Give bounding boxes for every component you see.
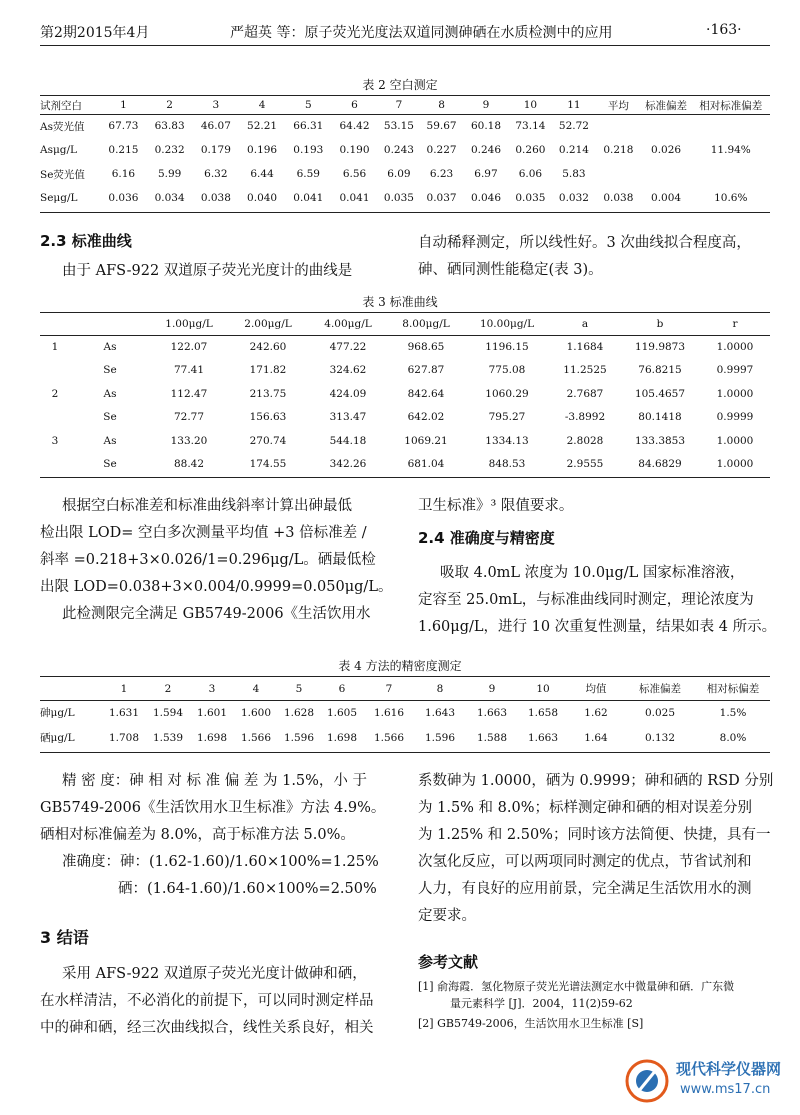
table-cell: 174.55: [249, 458, 287, 471]
column-header: 8: [438, 99, 445, 111]
table4-bottom-rule: [40, 752, 770, 753]
table-cell: 72.77: [173, 411, 205, 424]
column-header: 9: [488, 682, 496, 695]
column-header: 10: [523, 99, 538, 111]
table-cell: 122.07: [170, 340, 208, 353]
table-cell: 1334.13: [485, 434, 529, 447]
table-cell: 67.73: [108, 120, 139, 132]
paragraph-line: 此检测限完全满足 GB5749-2006《生活饮用水: [62, 606, 371, 622]
table-cell: [692, 114, 770, 138]
reference-item: [2] GB5749-2006，生活饮用水卫生标准 [S]: [418, 1017, 644, 1030]
table-cell: 2.9555: [566, 458, 604, 471]
table-cell: 171.82: [249, 364, 287, 377]
table-cell: 0.232: [154, 144, 185, 156]
table3: [40, 313, 770, 476]
table-cell: 642.02: [407, 411, 445, 424]
table-cell: 0.035: [383, 192, 414, 204]
table-cell: 60.18: [470, 120, 502, 132]
table-cell: 0.046: [470, 192, 502, 204]
table-cell: 2: [51, 387, 59, 400]
section-2-4-heading: 2.4 准确度与精密度: [418, 529, 555, 547]
table-cell: 1069.21: [404, 434, 448, 447]
table-cell: 52.21: [247, 120, 278, 132]
paragraph-line: 为 1.5% 和 8.0%；标样测定砷和硒的相对误差分别: [418, 800, 753, 816]
table2-header-row: [40, 96, 770, 114]
table2-caption-wrap: [0, 76, 800, 93]
table-cell: 6.32: [204, 168, 228, 180]
table-cell: 156.63: [249, 411, 287, 424]
table-cell: 1.0000: [716, 387, 754, 400]
table-cell: 2.7687: [566, 387, 604, 400]
table-row: [40, 359, 770, 383]
table-cell: 6.23: [429, 168, 454, 180]
table2: [40, 96, 770, 210]
table-cell: Seμg/L: [40, 192, 78, 204]
paragraph-line: 斜率 =0.218+3×0.026/1=0.296μg/L。硒最低检: [40, 552, 376, 568]
table-cell: 88.42: [173, 458, 205, 471]
column-header: 10.00μg/L: [479, 318, 535, 330]
table-cell: [641, 162, 692, 186]
table-cell: 84.6829: [638, 458, 682, 471]
table-cell: 213.75: [249, 387, 287, 400]
table-cell: 73.14: [515, 120, 546, 132]
section-2-3-heading: 2.3 标准曲线: [40, 232, 132, 250]
table-cell: 313.47: [329, 411, 367, 424]
table-cell: 1.663: [476, 706, 508, 719]
paragraph-line: 定容至 25.0mL，与标准曲线同时测定，理论浓度为: [418, 592, 754, 608]
column-header: [40, 313, 70, 335]
column-header: 9: [482, 99, 490, 111]
table-cell: 112.47: [170, 387, 208, 400]
table-cell: 0.025: [644, 706, 676, 719]
table-row: [40, 114, 770, 138]
table-cell: 0.243: [383, 144, 414, 156]
watermark-name: 现代科学仪器网: [676, 1060, 782, 1078]
table-cell: 1.596: [424, 731, 456, 744]
column-header: 11: [567, 99, 581, 111]
table-cell: 0.040: [247, 192, 278, 204]
table-cell: Asμg/L: [40, 144, 78, 156]
paragraph-line: 次氢化反应，可以两项同时测定的优点，节省试剂和: [418, 854, 752, 870]
table-cell: 11.2525: [563, 364, 607, 377]
table-cell: 77.41: [173, 364, 205, 377]
column-header: 2: [166, 99, 173, 111]
paragraph-line: 采用 AFS-922 双道原子荧光光度计做砷和硒，: [62, 966, 367, 982]
table-cell: 0.035: [515, 192, 546, 204]
paragraph-line: 由于 AFS-922 双道原子荧光光度计的曲线是: [62, 263, 353, 279]
table-cell: 0.215: [108, 144, 139, 156]
table-cell: 1.566: [240, 731, 272, 744]
table-cell: 1.601: [196, 706, 228, 719]
column-header: 2.00μg/L: [244, 318, 292, 330]
column-header: 平均: [607, 99, 629, 112]
table-cell: 1.62: [584, 706, 608, 719]
table-cell: 0.179: [200, 144, 231, 156]
column-header: 相对标准偏差: [699, 99, 763, 112]
table2-bottom-rule: [40, 212, 770, 213]
table-cell: 6.44: [250, 168, 274, 180]
table-cell: 842.64: [407, 387, 445, 400]
table-cell: As: [103, 387, 117, 400]
column-header: 8: [436, 682, 444, 695]
table-cell: 1.539: [152, 731, 184, 744]
column-header: 4: [252, 682, 260, 695]
table-row: [40, 725, 770, 750]
column-header: 5: [304, 99, 312, 111]
table-cell: 6.09: [387, 168, 411, 180]
table-cell: 1.643: [424, 706, 456, 719]
table-cell: 795.27: [488, 411, 526, 424]
paragraph-line: 精 密 度：砷 相 对 标 准 偏 差 为 1.5%，小 于: [62, 773, 368, 789]
paragraph-line: 在水样清洁，不必消化的前提下，可以同时测定样品: [40, 993, 374, 1009]
column-header: 标准偏差: [639, 683, 681, 695]
table-cell: [40, 406, 70, 430]
table-row: [40, 186, 770, 210]
table-cell: 53.15: [383, 120, 414, 132]
table-cell: 硒μg/L: [40, 732, 75, 744]
column-header: [70, 313, 150, 335]
paragraph-line: 卫生标准》³ 限值要求。: [418, 498, 574, 514]
column-header: 2: [164, 682, 172, 695]
column-header: 相对标偏差: [706, 683, 760, 695]
table-cell: 5.99: [157, 168, 182, 180]
table-cell: 105.4657: [634, 387, 686, 400]
table-cell: 133.3853: [634, 434, 686, 447]
paragraph-line: 系数砷为 1.0000，硒为 0.9999；砷和硒的 RSD 分别: [418, 773, 774, 789]
table4: [40, 677, 770, 750]
table-cell: 10.6%: [714, 192, 748, 204]
table-cell: 80.1418: [638, 411, 682, 424]
header-rule: [40, 45, 770, 46]
column-header: 1: [120, 99, 127, 111]
table-cell: 76.8215: [638, 364, 682, 377]
paragraph-line: 出限 LOD=0.038+3×0.004/0.9999=0.050μg/L。: [40, 579, 393, 595]
column-header: 3: [208, 682, 216, 695]
table-cell: [596, 162, 640, 186]
watermark-logo-icon: [624, 1058, 670, 1104]
page-number: ·163·: [706, 22, 742, 38]
references-heading: 参考文献: [418, 953, 479, 971]
table-cell: 砷μg/L: [40, 707, 75, 719]
column-header: b: [656, 318, 664, 330]
table-cell: 324.62: [329, 364, 367, 377]
table3-header-row: [40, 313, 770, 335]
table-cell: 0.193: [293, 144, 324, 156]
reference-item: 量元素科学 [J]．2004，11(2)59-62: [450, 997, 633, 1010]
column-header: 8.00μg/L: [402, 318, 450, 330]
table-cell: Se: [103, 364, 117, 377]
column-header: 10: [536, 682, 550, 695]
table-cell: 0.218: [603, 144, 634, 156]
column-header: [40, 677, 102, 700]
table-cell: 1.566: [373, 731, 405, 744]
running-header-title: 严超英 等：原子荧光光度法双道同测砷硒在水质检测中的应用: [230, 25, 613, 41]
table-cell: 2.8028: [566, 434, 604, 447]
table-cell: 133.20: [170, 434, 208, 447]
table-cell: 3: [51, 434, 59, 447]
paragraph-line: 1.60μg/L，进行 10 次重复性测量，结果如表 4 所示。: [418, 619, 777, 635]
table-cell: 270.74: [249, 434, 287, 447]
table-row: [40, 429, 770, 453]
section-3-heading: 3 结语: [40, 928, 89, 947]
table-cell: 5.83: [562, 168, 586, 180]
table-row: [40, 382, 770, 406]
table-cell: 0.190: [339, 144, 370, 156]
table-cell: As荧光值: [40, 120, 85, 133]
table-cell: 1.0000: [716, 340, 754, 353]
table-cell: 1.698: [326, 731, 358, 744]
table-cell: 52.72: [558, 120, 589, 132]
table-cell: 477.22: [329, 340, 367, 353]
table-cell: Se: [103, 458, 117, 471]
paragraph-line: 砷、硒同测性能稳定(表 3)。: [418, 262, 603, 278]
table-cell: 6.59: [296, 168, 320, 180]
table-cell: 1.596: [283, 731, 315, 744]
paragraph-line: GB5749-2006《生活饮用水卫生标准》方法 4.9%。: [40, 800, 386, 816]
column-header: 7: [395, 99, 403, 111]
table-cell: 66.31: [293, 120, 324, 132]
paragraph-line: 自动稀释测定，所以线性好。3 次曲线拟合程度高，: [418, 235, 751, 251]
table-cell: 0.038: [603, 192, 634, 204]
table4-caption-wrap: [0, 657, 800, 674]
paragraph-line: 硒相对标准偏差为 8.0%，高于标准方法 5.0%。: [40, 827, 355, 843]
table-cell: 59.67: [426, 120, 457, 132]
watermark: [622, 1052, 794, 1108]
table-cell: 63.83: [154, 120, 185, 132]
table-cell: 775.08: [488, 364, 526, 377]
paragraph-line: 中的砷和硒，经三次曲线拟合，线性关系良好，相关: [40, 1020, 374, 1036]
table-cell: [40, 359, 70, 383]
table-row: [40, 406, 770, 430]
table-cell: 0.026: [651, 144, 682, 156]
table-cell: 0.260: [515, 144, 546, 156]
column-header: 6: [351, 99, 358, 111]
table-cell: As: [103, 340, 117, 353]
table-row: [40, 138, 770, 162]
table-cell: 8.0%: [719, 731, 747, 744]
table-cell: 64.42: [339, 120, 370, 132]
column-header: 6: [338, 682, 346, 695]
table-cell: 1.663: [527, 731, 559, 744]
table-row: [40, 162, 770, 186]
column-header: r: [732, 318, 738, 330]
table-cell: 0.246: [470, 144, 502, 156]
table-cell: 1.0000: [716, 434, 754, 447]
column-header: 7: [385, 682, 393, 695]
column-header: 1.00μg/L: [165, 318, 213, 330]
paragraph-line: 人力，有良好的应用前景，完全满足生活饮用水的测: [418, 881, 752, 897]
table-cell: 342.26: [329, 458, 367, 471]
table4-header-row: [40, 677, 770, 700]
table-row: [40, 700, 770, 725]
table-cell: 681.04: [407, 458, 445, 471]
table-cell: 11.94%: [710, 144, 751, 156]
table-cell: 119.9873: [634, 340, 686, 353]
column-header: 标准偏差: [645, 99, 688, 112]
table-cell: 0.214: [558, 144, 589, 156]
table-cell: 1.698: [196, 731, 228, 744]
paragraph-line: 硒：(1.64-1.60)/1.60×100%=2.50%: [118, 881, 377, 897]
table-cell: 46.07: [200, 120, 231, 132]
table-cell: 627.87: [407, 364, 445, 377]
reference-item: [1] 俞海霞．氢化物原子荧光光谱法测定水中微量砷和硒．广东微: [418, 980, 735, 993]
paragraph-line: 准确度：砷：(1.62-1.60)/1.60×100%=1.25%: [62, 854, 379, 870]
table-cell: 0.132: [644, 731, 676, 744]
paragraph-line: 吸取 4.0mL 浓度为 10.0μg/L 国家标准溶液，: [440, 565, 745, 581]
table-cell: 6.16: [111, 168, 136, 180]
table-cell: 1.658: [527, 706, 559, 719]
table-cell: 0.037: [426, 192, 457, 204]
table-cell: 848.53: [488, 458, 526, 471]
table-cell: 1.616: [373, 706, 405, 719]
table-cell: [40, 453, 70, 477]
column-header: 4.00μg/L: [324, 318, 372, 330]
paragraph-line: 定要求。: [418, 908, 476, 924]
table-cell: 0.9999: [716, 411, 754, 424]
table-cell: 242.60: [249, 340, 287, 353]
column-header: 均值: [585, 683, 607, 695]
table-cell: [641, 114, 692, 138]
table-cell: 0.038: [200, 192, 231, 204]
table-cell: Se: [103, 411, 117, 424]
table-cell: 0.004: [651, 192, 682, 204]
table3-caption-wrap: [0, 293, 800, 310]
table-cell: 0.9997: [716, 364, 754, 377]
table-cell: [692, 162, 770, 186]
table3-bottom-rule: [40, 477, 770, 478]
table-row: [40, 335, 770, 359]
table-cell: 1: [51, 340, 59, 353]
table-cell: 0.041: [293, 192, 324, 204]
table-cell: 544.18: [329, 434, 367, 447]
column-header: 5: [295, 682, 303, 695]
table-cell: 1060.29: [485, 387, 529, 400]
column-header: 3: [212, 99, 220, 111]
column-header: 1: [120, 682, 128, 695]
table-cell: 968.65: [407, 340, 445, 353]
table4-caption: 表 4 方法的精密度测定: [338, 659, 462, 673]
table-cell: 1.628: [283, 706, 315, 719]
column-header: 4: [258, 99, 266, 111]
running-header-left: 第2期2015年4月: [40, 25, 150, 41]
column-header: 试剂空白: [40, 99, 82, 112]
watermark-url: www.ms17.cn: [680, 1082, 771, 1097]
table-cell: 1.588: [476, 731, 508, 744]
column-header: a: [581, 318, 589, 330]
table-cell: 1.64: [584, 731, 608, 744]
table3-caption: 表 3 标准曲线: [362, 295, 438, 309]
table-cell: 6.56: [342, 168, 367, 180]
paragraph-line: 根据空白标准差和标准曲线斜率计算出砷最低: [62, 498, 352, 514]
table-cell: 1.708: [108, 731, 140, 744]
table-cell: 1196.15: [485, 340, 529, 353]
table-cell: 6.06: [518, 168, 543, 180]
table2-caption: 表 2 空白测定: [362, 78, 438, 92]
table-cell: As: [103, 434, 117, 447]
table-cell: 0.036: [108, 192, 139, 204]
table-row: [40, 453, 770, 477]
table-cell: 0.227: [426, 144, 457, 156]
table-cell: 1.605: [326, 706, 358, 719]
table-cell: 1.600: [240, 706, 272, 719]
table-cell: 1.1684: [566, 340, 604, 353]
table-cell: 0.041: [339, 192, 370, 204]
table-cell: 0.196: [247, 144, 278, 156]
table-cell: 1.631: [108, 706, 140, 719]
table-cell: 0.032: [558, 192, 589, 204]
table-cell: 6.97: [474, 168, 498, 180]
table-cell: 0.034: [154, 192, 185, 204]
paragraph-line: 检出限 LOD= 空白多次测量平均值 +3 倍标准差 /: [40, 525, 367, 541]
paragraph-line: 为 1.25% 和 2.50%；同时该方法简便、快捷，具有一: [418, 827, 771, 843]
table-cell: 424.09: [329, 387, 367, 400]
table-cell: -3.8992: [564, 411, 606, 424]
table-cell: 1.0000: [716, 458, 754, 471]
table-cell: 1.5%: [719, 706, 747, 719]
table-cell: Se荧光值: [40, 168, 85, 181]
table-cell: 1.594: [152, 706, 184, 719]
table-cell: [596, 114, 640, 138]
